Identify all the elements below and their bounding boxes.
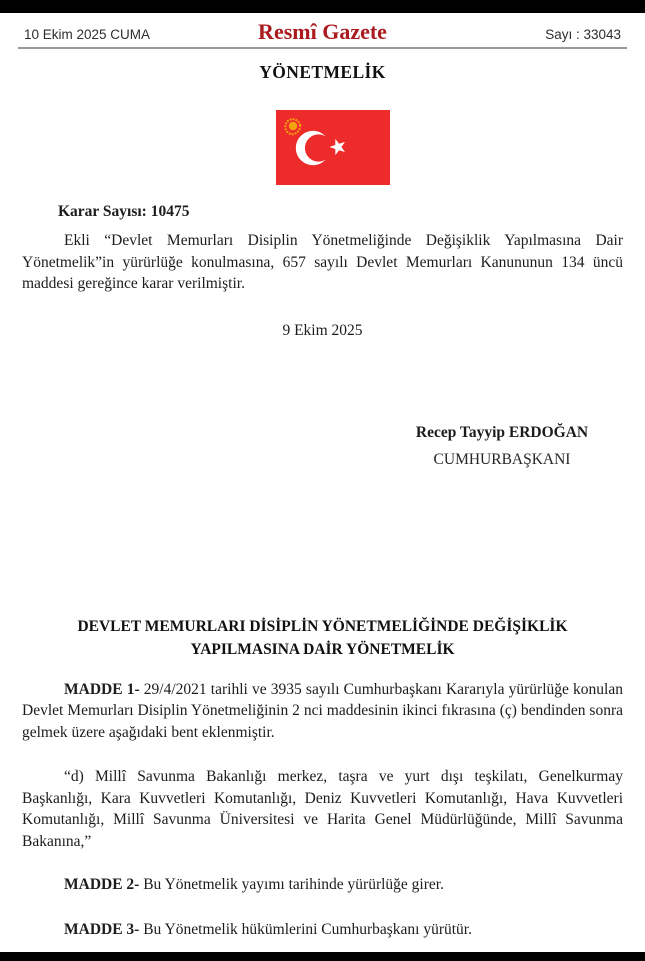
article-3-paragraph xyxy=(22,919,623,941)
section-heading: YÖNETMELİK xyxy=(259,62,386,82)
regulation-title-line1: DEVLET MEMURLARI DİSİPLİN YÖNETMELİĞİNDE DEĞİŞİKLİK xyxy=(77,617,568,635)
added-clause-paragraph xyxy=(22,766,623,852)
issue-date: 10 Ekim 2025 CUMA xyxy=(24,27,151,42)
gazette-title: Resmî Gazete xyxy=(258,19,387,44)
article-2-text: Bu Yönetmelik yayımı tarihinde yürürlüğe girer. xyxy=(139,876,444,893)
article-3-label: MADDE 3- xyxy=(64,920,140,938)
article-1-paragraph xyxy=(22,679,623,744)
turkish-flag-image xyxy=(276,110,390,185)
signatory-title: CUMHURBAŞKANI xyxy=(433,450,571,468)
decree-intro-text: Ekli “Devlet Memurları Disiplin Yönetmeliğinde Değişiklik Yapılmasına Dair Yönetmelik”in yürürlüğe konulmasına, 657 sayılı Devlet Memurları Kanununun 134 üncü maddesi gereğince karar verilmiştir. xyxy=(22,232,623,292)
article-2-label: MADDE 2- xyxy=(64,876,140,893)
regulation-title-line2: YAPILMASINA DAİR YÖNETMELİK xyxy=(190,640,455,658)
signatory-name: Recep Tayyip ERDOĞAN xyxy=(415,423,589,441)
article-3-text: Bu Yönetmelik hükümlerini Cumhurbaşkanı yürütür. xyxy=(139,920,472,938)
masthead xyxy=(22,0,623,47)
article-2-paragraph xyxy=(22,874,623,896)
decree-intro-paragraph xyxy=(22,230,623,295)
article-1-text: 29/4/2021 tarihli ve 3935 sayılı Cumhurbaşkanı Kararıyla yürürlüğe konulan Devlet Memurları Disiplin Yönetmeliğinin 2 nci maddesinin ikinci fıkrasına (ç) bendinden sonra gelmek üzere aşağıdaki bent eklenmiştir. xyxy=(22,680,623,741)
signature-block xyxy=(372,424,632,469)
turkish-flag-icon xyxy=(276,110,390,185)
masthead-divider xyxy=(18,47,627,49)
decree-date: 9 Ekim 2025 xyxy=(282,321,363,339)
article-1-label: MADDE 1- xyxy=(64,680,140,698)
issue-number: Sayı : 33043 xyxy=(545,27,621,42)
regulation-title xyxy=(25,615,620,661)
added-clause-text: “d) Millî Savunma Bakanlığı merkez, taşra ve yurt dışı teşkilatı, Genelkurmay Başkanlığı, Kara Kuvvetleri Komutanlığı, Deniz Kuvvetleri Komutanlığı, Hava Kuvvetleri Komutanlığı, Millî Savunma Üniversitesi ve Harita Genel Müdürlüğünde, Millî Savunma Bakanına,” xyxy=(22,768,623,850)
scan-edge-bottom xyxy=(0,952,645,961)
decree-number: Karar Sayısı: 10475 xyxy=(58,203,190,220)
